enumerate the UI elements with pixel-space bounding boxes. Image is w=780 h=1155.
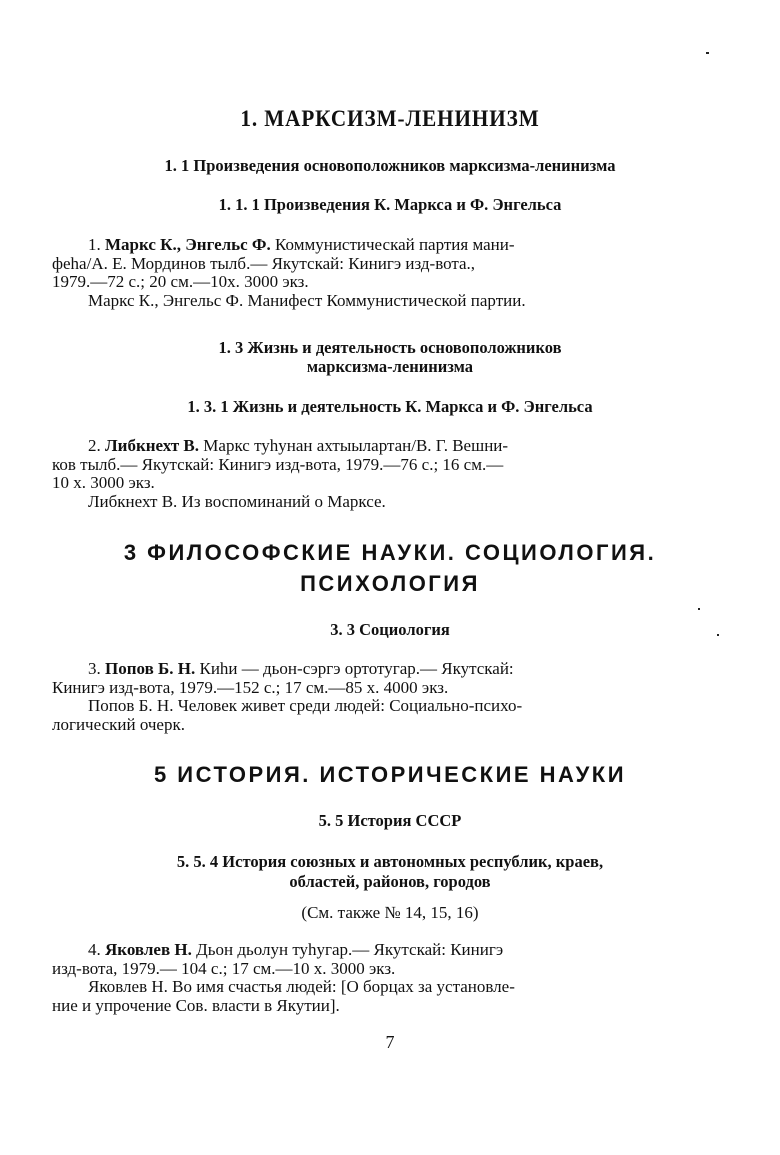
entry-imprint: Кинигэ изд-вота, 1979.—152 с.; 17 см.—85 х. 4000 экз. bbox=[52, 677, 449, 697]
entry-line: логический очерк. bbox=[52, 714, 185, 734]
see-also-reference: (См. также № 14, 15, 16) bbox=[301, 903, 479, 922]
bibliography-entry bbox=[52, 437, 724, 511]
section-heading-philosophy-line1: 3 ФИЛОСОФСКИЕ НАУКИ. СОЦИОЛОГИЯ. bbox=[123, 540, 657, 565]
entry-title: Дьон дьолун туhугар.— Якутскай: Кинигэ bbox=[196, 940, 504, 959]
entry-imprint: изд-вота, 1979.— 104 с.; 17 см.—10 х. 3000 экз. bbox=[52, 958, 396, 978]
entry-number: 2. bbox=[88, 436, 101, 455]
entry-line: ние и упрочение Сов. власти в Якутии]. bbox=[52, 995, 340, 1015]
entry-title: Маркс туhунан ахтыылартан/В. Г. Вешни- bbox=[203, 436, 509, 455]
entry-author: Яковлев Н. bbox=[105, 940, 192, 959]
subsection-heading-5-5-4-line1: 5. 5. 4 История союзных и автономных республик, краев, bbox=[176, 852, 604, 871]
entry-parallel-title: Яковлев Н. Во имя счастья людей: [О борцах за установле- bbox=[88, 977, 515, 996]
scan-speck bbox=[717, 634, 719, 636]
page-number: 7 bbox=[385, 1032, 395, 1052]
entry-author: Попов Б. Н. bbox=[105, 659, 196, 678]
section-heading-history: 5 ИСТОРИЯ. ИСТОРИЧЕСКИЕ НАУКИ bbox=[153, 762, 627, 787]
section-heading-marxism-leninism: 1. МАРКСИЗМ-ЛЕНИНИЗМ bbox=[240, 106, 540, 131]
entry-imprint: 10 х. 3000 экз. bbox=[52, 473, 155, 492]
entry-number: 3. bbox=[88, 659, 101, 678]
subsection-heading-1-1-1: 1. 1. 1 Произведения К. Маркса и Ф. Энгельса bbox=[218, 195, 562, 214]
subsection-heading-1-3-1: 1. 3. 1 Жизнь и деятельность К. Маркса и Ф. Энгельса bbox=[187, 397, 593, 416]
entry-line: феhа/А. Е. Мординов тылб.— Якутскай: Кинигэ изд-вота., bbox=[52, 253, 476, 273]
bibliography-entry bbox=[52, 236, 724, 310]
entry-title: Киhи — дьон-сэргэ ортотугар.— Якутскай: bbox=[199, 659, 514, 678]
subsection-heading-3-3: 3. 3 Социология bbox=[330, 620, 450, 639]
bibliography-entry bbox=[52, 941, 724, 1015]
bibliography-entry bbox=[52, 660, 724, 734]
entry-number: 4. bbox=[88, 940, 101, 959]
entry-title: Коммунистическай партия мани- bbox=[275, 235, 515, 254]
entry-imprint: 1979.—72 с.; 20 см.—10х. 3000 экз. bbox=[52, 272, 309, 291]
entry-author: Маркс К., Энгельс Ф. bbox=[105, 235, 271, 254]
entry-author: Либкнехт В. bbox=[105, 436, 200, 455]
scan-speck bbox=[698, 608, 700, 610]
subsection-heading-1-3-line1: 1. 3 Жизнь и деятельность основоположников bbox=[218, 338, 562, 357]
entry-parallel-title: Маркс К., Энгельс Ф. Манифест Коммунистической партии. bbox=[88, 290, 526, 310]
entry-number: 1. bbox=[88, 235, 101, 254]
subsection-heading-5-5: 5. 5 История СССР bbox=[318, 811, 462, 830]
subsection-heading-1-1: 1. 1 Произведения основоположников марксизма-ленинизма bbox=[164, 156, 616, 175]
subsection-heading-5-5-4-line2: областей, районов, городов bbox=[289, 872, 491, 891]
subsection-heading-1-3-line2: марксизма-ленинизма bbox=[306, 357, 474, 376]
section-heading-philosophy-line2: ПСИХОЛОГИЯ bbox=[300, 571, 480, 596]
entry-parallel-title: Либкнехт В. Из воспоминаний о Марксе. bbox=[88, 491, 386, 511]
scan-speck bbox=[706, 52, 709, 54]
entry-parallel-title: Попов Б. Н. Человек живет среди людей: Социально-психо- bbox=[88, 696, 523, 715]
entry-line: ков тылб.— Якутскай: Кинигэ изд-вота, 1979.—76 с.; 16 см.— bbox=[52, 454, 504, 474]
